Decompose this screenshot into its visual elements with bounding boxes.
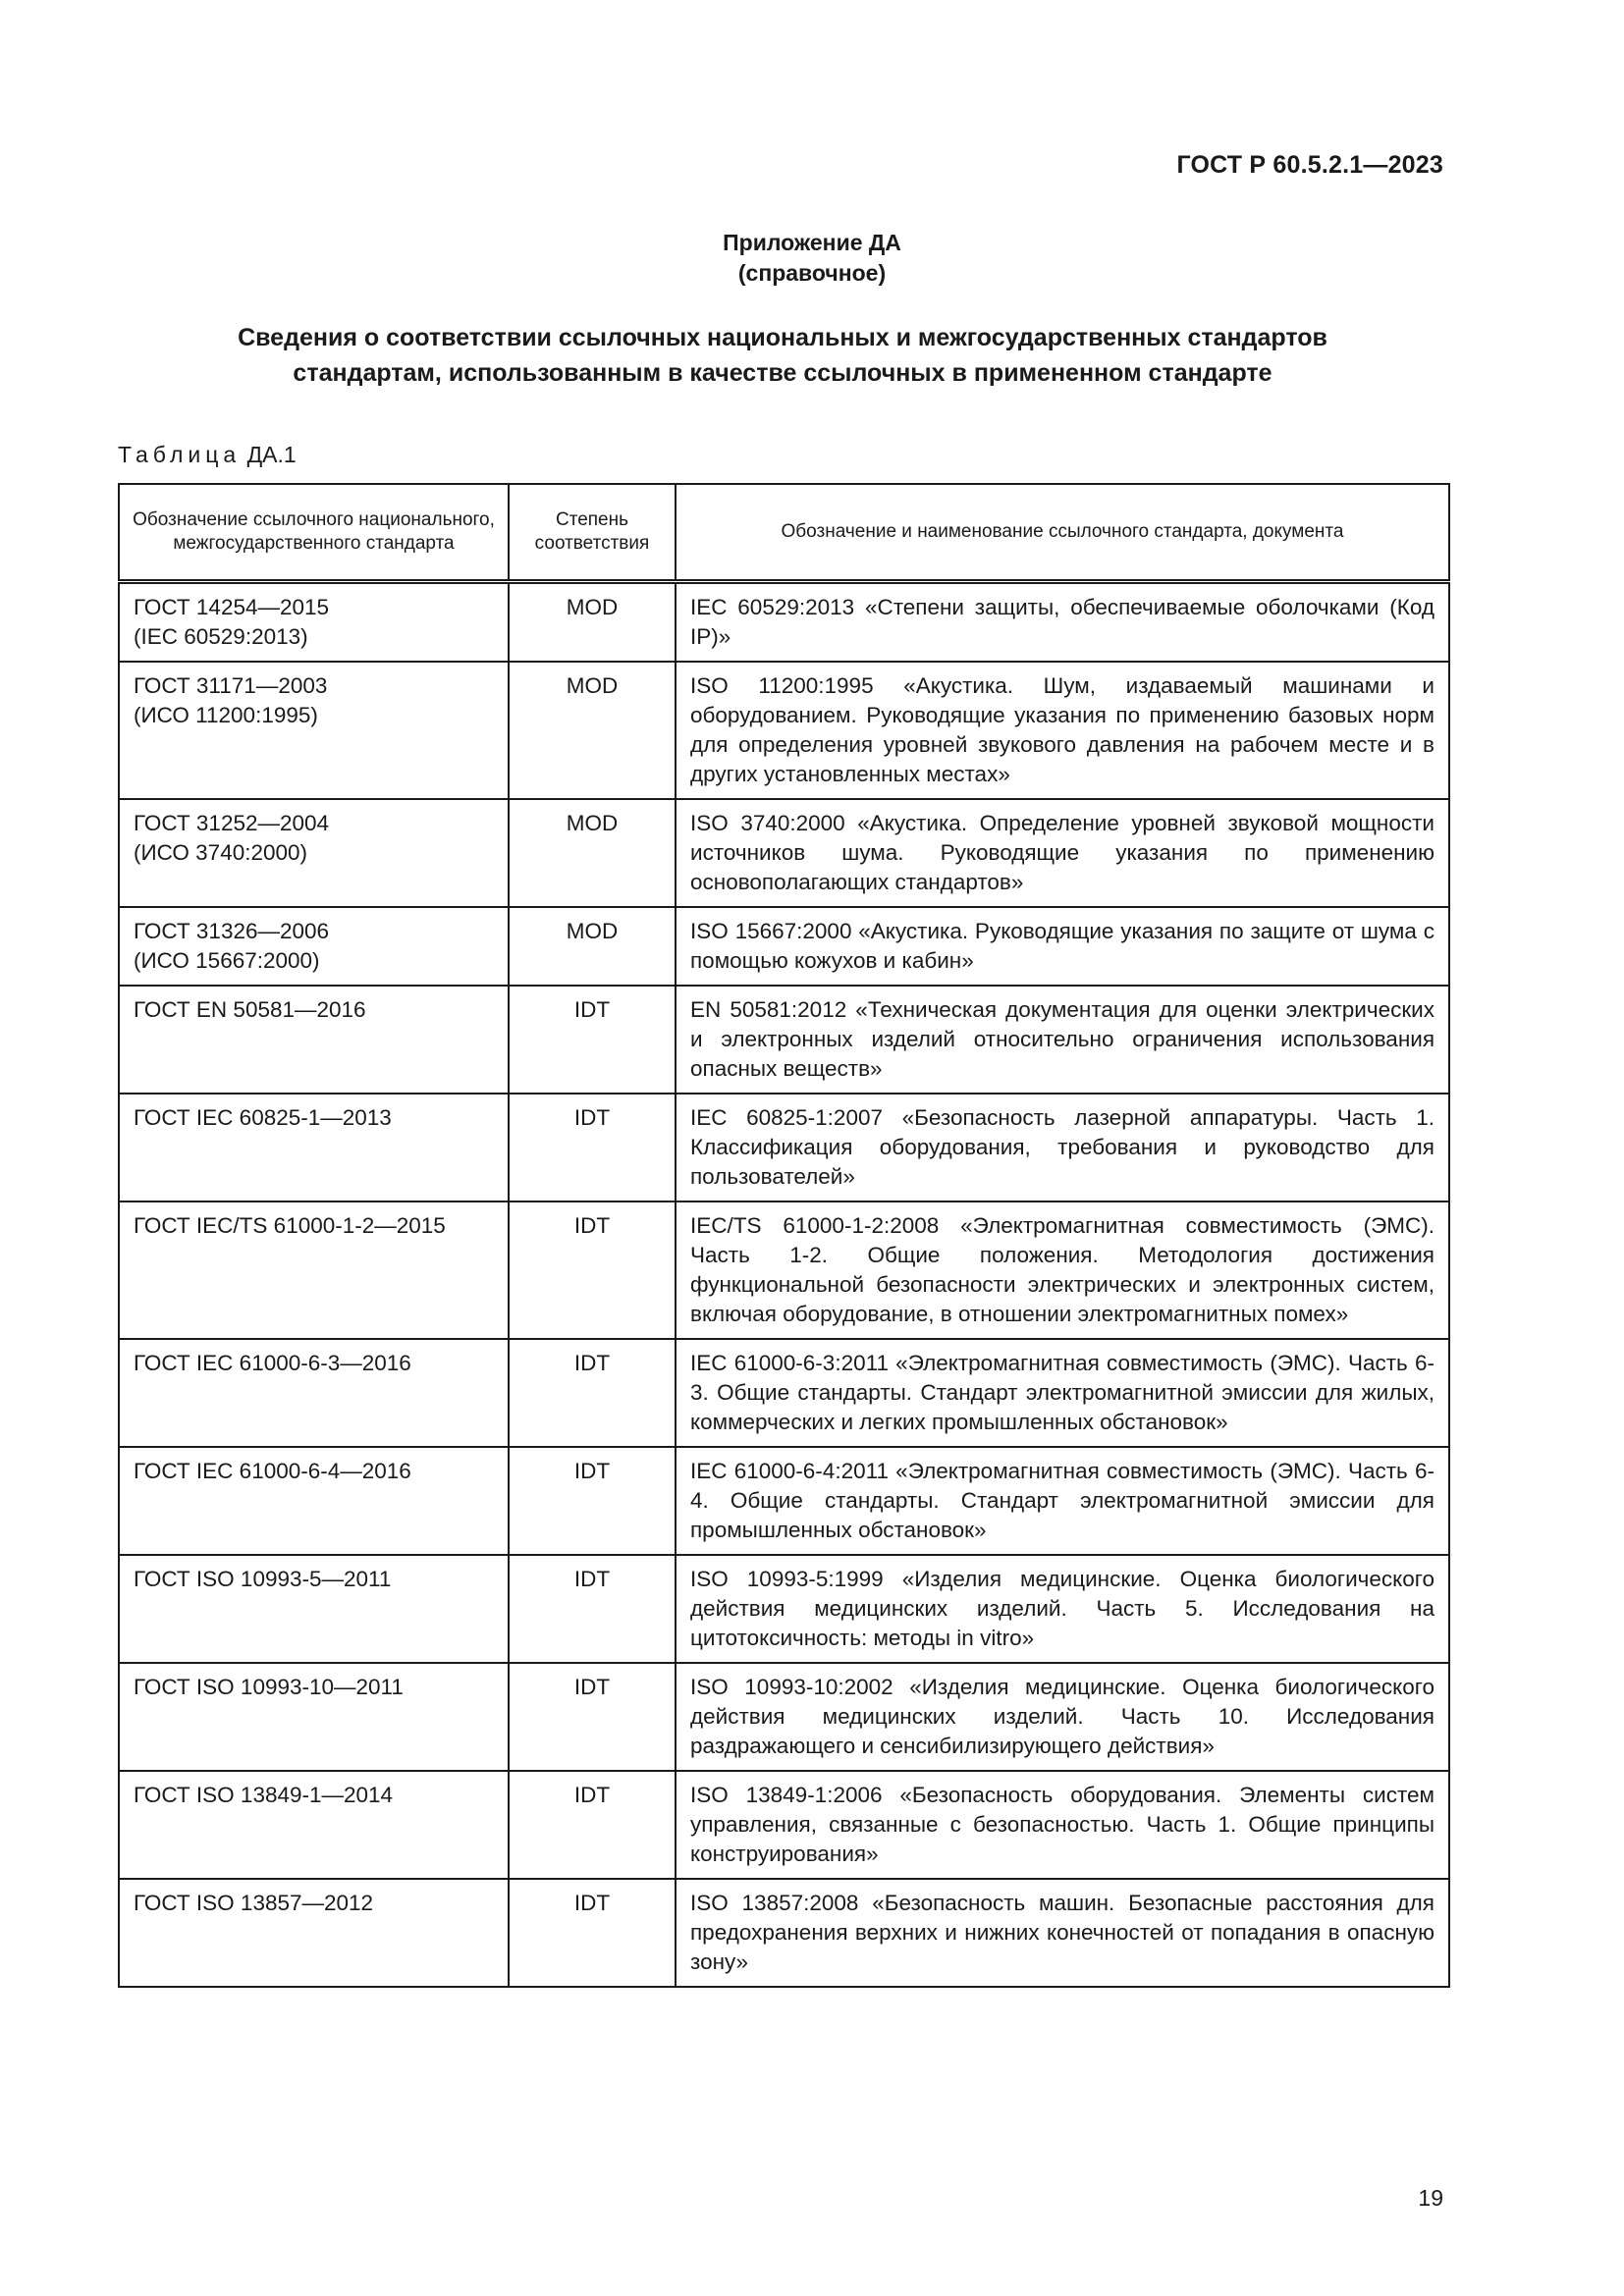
table-body [119,582,1449,1988]
cell-national-designation: ГОСТ 31171—2003 (ИСО 11200:1995) [119,662,509,799]
cell-national-designation: ГОСТ ISO 10993-10—2011 [119,1663,509,1771]
cell-degree-of-correspondence: MOD [509,662,676,799]
cell-international-standard: ISO 10993-5:1999 «Изделия медицинские. Оценка биологического действия медицинских изделий. Часть 5. Исследования на цитотоксичность: методы in vitro» [676,1555,1449,1663]
cell-international-standard: ISO 10993-10:2002 «Изделия медицинские. Оценка биологического действия медицинских изделий. Часть 10. Исследования раздражающего и сенсибилизирующего действия» [676,1663,1449,1771]
cell-national-designation: ГОСТ 31326—2006 (ИСО 15667:2000) [119,907,509,986]
standard-code-header: ГОСТ Р 60.5.2.1—2023 [1176,151,1443,179]
appendix-heading [0,228,1624,289]
cell-degree-of-correspondence: IDT [509,1094,676,1201]
cell-degree-of-correspondence: MOD [509,907,676,986]
cell-national-designation: ГОСТ ISO 13857—2012 [119,1879,509,1987]
cell-degree-of-correspondence: IDT [509,1771,676,1879]
table-row [119,1771,1449,1879]
table-row [119,907,1449,986]
table-row [119,582,1449,663]
column-header-degree: Степень соответствия [509,484,676,582]
reference-standards-table [118,483,1450,1988]
cell-national-designation: ГОСТ IEC 61000-6-3—2016 [119,1339,509,1447]
cell-national-designation: ГОСТ IEC 61000-6-4—2016 [119,1447,509,1555]
cell-degree-of-correspondence: IDT [509,1339,676,1447]
cell-international-standard: IEC 61000-6-3:2011 «Электромагнитная совместимость (ЭМС). Часть 6-3. Общие стандарты. Стандарт электромагнитной эмиссии для жилых, коммерческих и легких промышленных обстановок» [676,1339,1449,1447]
cell-international-standard: ISO 11200:1995 «Акустика. Шум, издаваемый машинами и оборудованием. Руководящие указания по применению базовых норм для определения уровней звукового давления на рабочем месте и в других установленных местах» [676,662,1449,799]
table-row [119,662,1449,799]
cell-national-designation: ГОСТ ISO 10993-5—2011 [119,1555,509,1663]
table-row [119,1663,1449,1771]
cell-national-designation: ГОСТ ISO 13849-1—2014 [119,1771,509,1879]
cell-international-standard: ISO 3740:2000 «Акустика. Определение уровней звуковой мощности источников шума. Руководящие указания по применению основополагающих стандартов» [676,799,1449,907]
document-title-line-2: стандартам, использованным в качестве ссылочных в примененном стандарте [293,359,1272,387]
cell-international-standard: IEC 60529:2013 «Степени защиты, обеспечиваемые оболочками (Код IP)» [676,582,1449,663]
table-row [119,1094,1449,1201]
appendix-title: Приложение ДА [723,230,901,255]
cell-national-designation: ГОСТ 14254—2015 (IEC 60529:2013) [119,582,509,663]
table-header-row [119,484,1449,582]
cell-national-designation: ГОСТ IEC/TS 61000-1-2—2015 [119,1201,509,1339]
cell-degree-of-correspondence: IDT [509,1663,676,1771]
column-header-designation: Обозначение ссылочного национального, межгосударственного стандарта [119,484,509,582]
document-title-line-1: Сведения о соответствии ссылочных национальных и межгосударственных стандартов [238,324,1327,351]
table-caption [118,442,297,468]
column-header-international-standard: Обозначение и наименование ссылочного стандарта, документа [676,484,1449,582]
table-row [119,1201,1449,1339]
cell-national-designation: ГОСТ 31252—2004 (ИСО 3740:2000) [119,799,509,907]
cell-international-standard: IEC 60825-1:2007 «Безопасность лазерной аппаратуры. Часть 1. Классификация оборудования, требования и руководство для пользователей» [676,1094,1449,1201]
cell-degree-of-correspondence: MOD [509,582,676,663]
cell-international-standard: ISO 13849-1:2006 «Безопасность оборудования. Элементы систем управления, связанные с безопасностью. Часть 1. Общие принципы конструирования» [676,1771,1449,1879]
cell-international-standard: ISO 13857:2008 «Безопасность машин. Безопасные расстояния для предохранения верхних и нижних конечностей от попадания в опасную зону» [676,1879,1449,1987]
cell-degree-of-correspondence: IDT [509,1555,676,1663]
appendix-type: (справочное) [737,260,887,286]
cell-degree-of-correspondence: IDT [509,1879,676,1987]
table-caption-number: ДА.1 [246,442,297,467]
cell-international-standard: ISO 15667:2000 «Акустика. Руководящие указания по защите от шума с помощью кожухов и кабин» [676,907,1449,986]
table-caption-word: Таблица [118,442,242,467]
table-row [119,1879,1449,1987]
table-row [119,799,1449,907]
cell-degree-of-correspondence: IDT [509,1201,676,1339]
cell-national-designation: ГОСТ IEC 60825-1—2013 [119,1094,509,1201]
cell-degree-of-correspondence: MOD [509,799,676,907]
cell-degree-of-correspondence: IDT [509,986,676,1094]
cell-national-designation: ГОСТ EN 50581—2016 [119,986,509,1094]
document-title [118,320,1447,391]
cell-degree-of-correspondence: IDT [509,1447,676,1555]
cell-international-standard: EN 50581:2012 «Техническая документация для оценки электрических и электронных изделий относительно ограничения использования опасных веществ» [676,986,1449,1094]
cell-international-standard: IEC/TS 61000-1-2:2008 «Электромагнитная совместимость (ЭМС). Часть 1-2. Общие положения. Методология достижения функциональной безопасности электрических и электронных систем, включая оборудование, в отношении электромагнитных помех» [676,1201,1449,1339]
table-row [119,1555,1449,1663]
table-row [119,1447,1449,1555]
page-number: 19 [1418,2185,1443,2211]
table-row [119,1339,1449,1447]
cell-international-standard: IEC 61000-6-4:2011 «Электромагнитная совместимость (ЭМС). Часть 6-4. Общие стандарты. Стандарт электромагнитной эмиссии для промышленных обстановок» [676,1447,1449,1555]
table-row [119,986,1449,1094]
